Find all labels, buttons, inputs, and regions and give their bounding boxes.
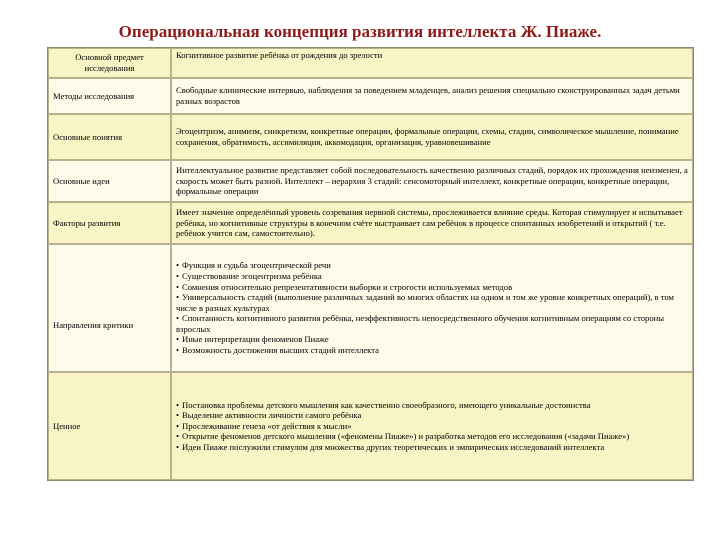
bullet-icon: • bbox=[176, 399, 180, 410]
list-item bbox=[176, 421, 688, 432]
bullet-icon: • bbox=[176, 420, 180, 431]
list-item-text: Идеи Пиаже послужили стимулом для множества других теоретических и эмпирических исследований интеллекта bbox=[182, 441, 605, 452]
list-item bbox=[176, 292, 688, 313]
bullet-icon: • bbox=[176, 441, 180, 452]
list-item bbox=[176, 431, 688, 442]
row-content: Когнитивное развитие ребёнка от рождения до зрелости bbox=[171, 48, 693, 78]
row-label: Основные идеи bbox=[48, 160, 171, 202]
bullet-icon: • bbox=[176, 281, 180, 292]
table-row bbox=[48, 202, 693, 244]
list-item-text: Выделение активности личности самого ребёнка bbox=[182, 410, 362, 421]
bullet-icon: • bbox=[176, 334, 180, 345]
bullet-icon: • bbox=[176, 410, 180, 421]
table-row bbox=[48, 48, 693, 78]
row-label: Основные понятия bbox=[48, 114, 171, 160]
row-content bbox=[171, 244, 693, 372]
list-item-text: Функция и судьба эгоцентрической речи bbox=[182, 260, 331, 271]
list-item-text: Спонтанность когнитивного развития ребёнка, неэффективность непосредственного обучения когнитивным операциям со стороны взрослых bbox=[176, 313, 665, 334]
row-content bbox=[171, 372, 693, 480]
table-row bbox=[48, 372, 693, 480]
table-row bbox=[48, 78, 693, 114]
list-item bbox=[176, 260, 688, 271]
list-item bbox=[176, 442, 688, 453]
bullet-icon: • bbox=[176, 313, 180, 324]
list-item-text: Открытие феноменов детского мышления («феномены Пиаже») и разработка методов его исследования («задачи Пиаже») bbox=[182, 431, 630, 442]
row-label: Ценное bbox=[48, 372, 171, 480]
list-item bbox=[176, 334, 688, 345]
bullet-icon: • bbox=[176, 345, 180, 356]
row-content: Эгоцентризм, анимизм, синкретизм, конкретные операции, формальные операции, схемы, стадии, символическое мышление, понимание сохранения, обратимость, ассимиляция, аккомодация, организация, уравновешивание bbox=[171, 114, 693, 160]
list-item bbox=[176, 410, 688, 421]
row-label: Основной предмет исследования bbox=[48, 48, 171, 78]
list-item bbox=[176, 400, 688, 411]
table-row bbox=[48, 244, 693, 372]
row-label: Факторы развития bbox=[48, 202, 171, 244]
list-item-text: Возможность достижения высших стадий интеллекта bbox=[182, 345, 379, 356]
table-row bbox=[48, 160, 693, 202]
bullet-icon: • bbox=[176, 270, 180, 281]
row-content: Интеллектуальное развитие представляет собой последовательность качественно различных стадий, порядок их прохождения неизменен, а скорость может быть разной. Интеллект – иерархия 3 стадий: сенсомоторный интеллект, конкретные операции, конкретные операции, формальные операции bbox=[171, 160, 693, 202]
bullet-icon: • bbox=[176, 431, 180, 442]
row-content: Свободные клинические интервью, наблюдения за поведением младенцев, анализ решения специально сконструированных задач детьми разных возрастов bbox=[171, 78, 693, 114]
critique-list bbox=[176, 260, 688, 355]
list-item bbox=[176, 271, 688, 282]
list-item-text: Постановка проблемы детского мышления как качественно своеобразного, имеющего уникальные достоинства bbox=[182, 399, 591, 410]
row-label: Направления критики bbox=[48, 244, 171, 372]
page-title: Операциональная концепция развития интеллекта Ж. Пиаже. bbox=[118, 22, 602, 41]
concept-table bbox=[47, 47, 694, 481]
value-list bbox=[176, 400, 688, 453]
list-item-text: Иные интерпретации феноменов Пиаже bbox=[182, 334, 329, 345]
list-item bbox=[176, 282, 688, 293]
list-item-text: Прослеживание генеза «от действия к мысли» bbox=[182, 420, 352, 431]
bullet-icon: • bbox=[176, 292, 180, 303]
list-item-text: Сомнения относительно репрезентативности выборки и строгости используемых методов bbox=[182, 281, 513, 292]
row-label: Методы исследования bbox=[48, 78, 171, 114]
list-item-text: Универсальность стадий (выполнение различных заданий во многих областях на одном и том же уровне конкретных операций), в том числе в разных культурах bbox=[176, 292, 674, 313]
list-item bbox=[176, 345, 688, 356]
list-item bbox=[176, 313, 688, 334]
list-item-text: Существование эгоцентризма ребёнка bbox=[182, 270, 322, 281]
bullet-icon: • bbox=[176, 260, 180, 271]
row-content: Имеет значение определённый уровень созревания нервной системы, прослеживается влияние среды. Которая стимулирует и испытывает ребёнка, но когнитивные структуры в конечном счёте выстраивает сам ребёнок в процессе спонтанных изобретений и открытий ( т.е. ребёнок учится сам, самостоятельно). bbox=[171, 202, 693, 244]
table-row bbox=[48, 114, 693, 160]
